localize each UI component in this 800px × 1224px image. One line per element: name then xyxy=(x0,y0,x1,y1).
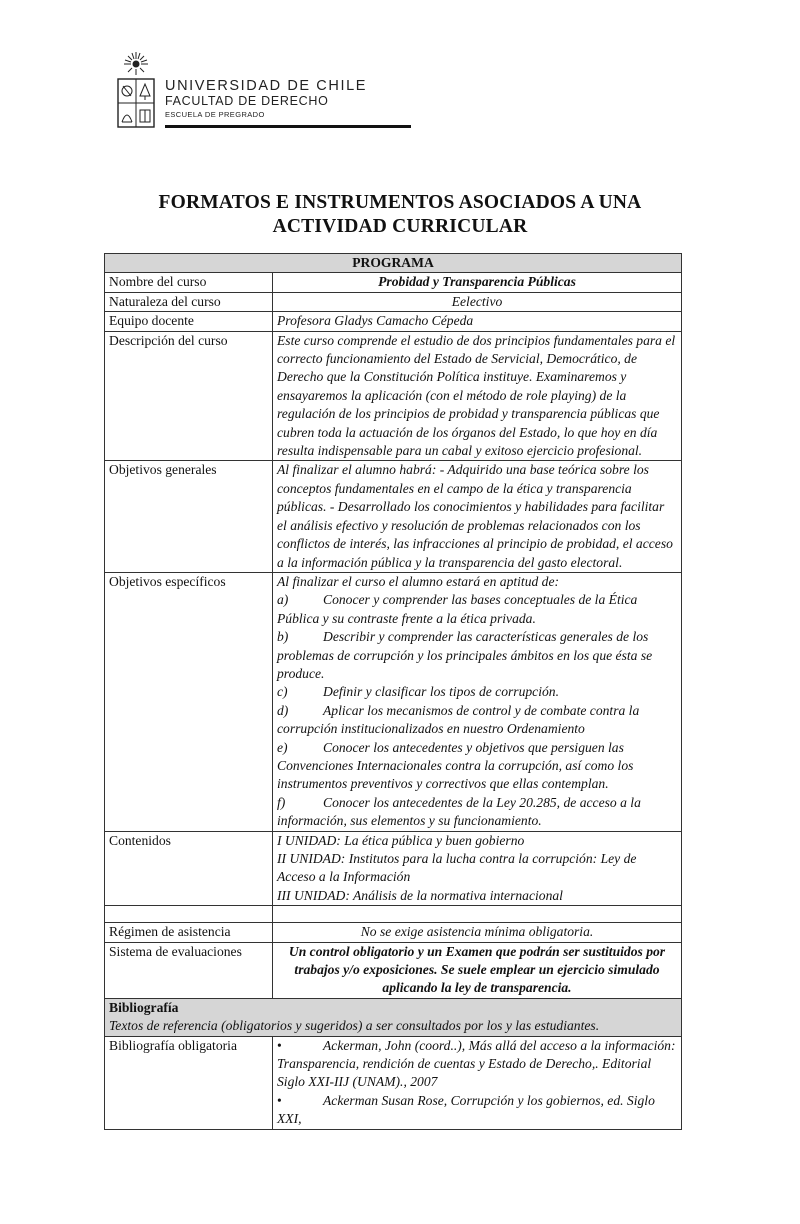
general-objectives-label: Objetivos generales xyxy=(105,461,273,572)
list-item xyxy=(277,1092,677,1129)
course-name-row xyxy=(105,273,682,292)
faculty-name: FACULTAD DE DERECHO xyxy=(165,94,329,108)
list-item xyxy=(277,794,677,831)
bibliography-heading: Bibliografía xyxy=(109,999,179,1015)
list-text: Ackerman Susan Rose, Corrupción y los gobiernos, ed. Siglo XXI, xyxy=(277,1092,655,1127)
general-objectives-row xyxy=(105,461,682,572)
team-row xyxy=(105,312,682,331)
list-marker: f) xyxy=(277,794,286,810)
team-label: Equipo docente xyxy=(105,312,273,331)
bullet-icon: • xyxy=(277,1092,282,1108)
mandatory-bibliography-value xyxy=(273,1036,682,1129)
course-name-value: Probidad y Transparencia Públicas xyxy=(273,273,682,292)
empty-cell xyxy=(273,906,682,923)
nature-row xyxy=(105,292,682,311)
list-item xyxy=(277,1037,677,1092)
list-text: Aplicar los mecanismos de control y de combate contra la corrupción institucionalizados en nuestro Ordenamiento xyxy=(277,702,640,737)
bibliography-heading-row xyxy=(105,998,682,1036)
contents-unit-2: II UNIDAD: Institutos para la lucha contra la corrupción: Ley de Acceso a la Información xyxy=(277,851,637,885)
bullet-icon: • xyxy=(277,1037,282,1053)
university-name: UNIVERSIDAD DE CHILE xyxy=(165,78,368,94)
attendance-label: Régimen de asistencia xyxy=(105,923,273,942)
list-marker: e) xyxy=(277,739,288,755)
list-text: Ackerman, John (coord..), Más allá del acceso a la información: Transparencia, rendición de cuentas y Estado de Derecho,. Editorial Siglo XXI-IIJ (UNAM)., 2007 xyxy=(277,1037,676,1090)
list-text: Definir y clasificar los tipos de corrupción. xyxy=(323,684,559,700)
list-text: Conocer los antecedentes de la Ley 20.285, de acceso a la información, sus elementos y su funcionamiento. xyxy=(277,794,641,829)
title-line-1: FORMATOS E INSTRUMENTOS ASOCIADOS A UNA xyxy=(158,192,642,213)
university-seal-icon xyxy=(110,50,162,132)
mandatory-bibliography-label: Bibliografía obligatoria xyxy=(105,1036,273,1129)
list-marker: c) xyxy=(277,684,288,700)
contents-row xyxy=(105,831,682,906)
contents-label: Contenidos xyxy=(105,831,273,906)
list-item xyxy=(277,702,677,739)
empty-cell xyxy=(105,906,273,923)
list-item xyxy=(277,739,677,794)
mandatory-bibliography-row xyxy=(105,1036,682,1129)
document-title xyxy=(100,191,700,239)
description-value: Este curso comprende el estudio de dos principios fundamentales para el correcto funcionamiento del Estado de Servicial, Democrático, de Derecho que la Constitución Política instituye. Examinaremos y ensayaremos la aplicación (con el método de role playing) de la regulación de los principios de probidad y transparencia públicas que cubren toda la actuación de los órganos del Estado, lo que hoy en día resulta indispensable para un cabal y exitoso ejercicio profesional. xyxy=(273,331,682,461)
nature-label: Naturaleza del curso xyxy=(105,292,273,311)
university-logo xyxy=(110,50,368,132)
empty-row xyxy=(105,906,682,923)
specific-objectives-value xyxy=(273,572,682,831)
team-value: Profesora Gladys Camacho Cépeda xyxy=(273,312,682,331)
school-name: ESCUELA DE PREGRADO xyxy=(165,110,265,119)
evaluation-label: Sistema de evaluaciones xyxy=(105,942,273,998)
list-marker: b) xyxy=(277,629,289,645)
title-line-2: ACTIVIDAD CURRICULAR xyxy=(272,216,528,237)
list-text: Describir y comprender las características generales de los problemas de corrupción y los principales ámbitos en los que ésta se produce. xyxy=(277,629,653,681)
course-name-label: Nombre del curso xyxy=(105,273,273,292)
nature-value: Eelectivo xyxy=(273,292,682,311)
logo-underline xyxy=(165,125,411,128)
program-table xyxy=(104,253,682,1130)
contents-unit-3: III UNIDAD: Análisis de la normativa internacional xyxy=(277,887,563,903)
evaluation-value: Un control obligatorio y un Examen que podrán ser sustituidos por trabajos y/o exposiciones. Se suele emplear un ejercicio simulado aplicando la ley de transparencia. xyxy=(273,942,682,998)
specific-objectives-label: Objetivos específicos xyxy=(105,572,273,831)
specific-objectives-row xyxy=(105,572,682,831)
list-text: Conocer los antecedentes y objetivos que persiguen las Convenciones Internacionales contra la corrupción, así como los instrumentos preventivos y correctivos que ellas contemplan. xyxy=(277,739,634,792)
bibliography-heading-cell xyxy=(105,998,682,1036)
list-item xyxy=(277,683,677,701)
list-marker: d) xyxy=(277,702,289,718)
list-item xyxy=(277,628,677,683)
list-text: Conocer y comprender las bases conceptuales de la Ética Pública y su contraste frente a la ética privada. xyxy=(277,592,638,626)
description-row xyxy=(105,331,682,461)
program-heading-row xyxy=(105,254,682,273)
contents-unit-1: I UNIDAD: La ética pública y buen gobierno xyxy=(277,832,525,848)
description-label: Descripción del curso xyxy=(105,331,273,461)
program-heading: PROGRAMA xyxy=(105,254,682,273)
bibliography-note: Textos de referencia (obligatorios y sugeridos) a ser consultados por los y las estudiantes. xyxy=(109,1018,600,1034)
general-objectives-value: Al finalizar el alumno habrá: - Adquirido una base teórica sobre los conceptos fundamentales en el campo de la ética y transparencia públicas. - Desarrollado los conocimientos y habilidades para facilitar el análisis efectivo y resolución de problemas relacionados con los conflictos de interés, las infracciones al principio de probidad, el acceso a la información pública y la transparencia del gasto electoral. xyxy=(273,461,682,572)
list-item xyxy=(277,591,677,628)
logo-text xyxy=(165,78,367,121)
specific-objectives-intro: Al finalizar el curso el alumno estará en aptitud de: xyxy=(277,573,560,589)
list-marker: a) xyxy=(277,592,289,608)
attendance-value: No se exige asistencia mínima obligatoria. xyxy=(273,923,682,942)
contents-value xyxy=(273,831,682,906)
evaluation-row xyxy=(105,942,682,998)
attendance-row xyxy=(105,923,682,942)
